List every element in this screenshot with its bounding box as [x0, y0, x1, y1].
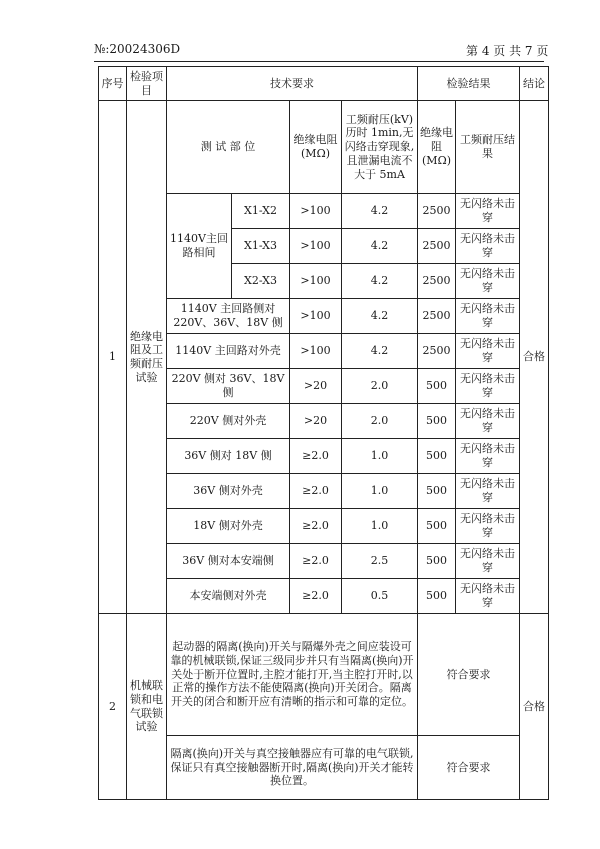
document-number: №:20024306D [94, 42, 181, 56]
row-withstand: 2.0 [342, 404, 418, 439]
table-row [99, 614, 549, 736]
section2-result-1: 符合要求 [418, 614, 520, 736]
col-header-result: 检验结果 [418, 67, 520, 101]
header-divider [94, 61, 544, 62]
row-withstand: 1.0 [342, 474, 418, 509]
row-insulation: ≥2.0 [290, 509, 342, 544]
row-withstand: 1.0 [342, 439, 418, 474]
row-withstand: 4.2 [342, 299, 418, 334]
section1-conclusion: 合格 [520, 101, 549, 614]
row-part: 1140V 主回路侧对220V、36V、18V 侧 [167, 299, 290, 334]
row-withstand: 4.2 [342, 229, 418, 264]
table-row [99, 299, 549, 334]
row-result: 无闪络未击穿 [456, 579, 520, 614]
row-withstand: 1.0 [342, 509, 418, 544]
row-withstand: 2.5 [342, 544, 418, 579]
row-result-insulation: 500 [418, 474, 456, 509]
table-header-row [99, 67, 549, 101]
row-withstand: 0.5 [342, 579, 418, 614]
row-sub-part: X1-X3 [232, 229, 290, 264]
row-result: 无闪络未击穿 [456, 404, 520, 439]
row-group-label: 1140V主回路相间 [167, 194, 232, 299]
row-result-insulation: 500 [418, 369, 456, 404]
section2-result-2: 符合要求 [418, 736, 520, 800]
row-sub-part: X2-X3 [232, 264, 290, 299]
row-result-insulation: 2500 [418, 264, 456, 299]
row-part: 本安端侧对外壳 [167, 579, 290, 614]
row-insulation: ≥2.0 [290, 579, 342, 614]
subheader-result-withstand: 工频耐压结 果 [456, 101, 520, 194]
row-sub-part: X1-X2 [232, 194, 290, 229]
inspection-table [98, 66, 549, 800]
row-result: 无闪络未击穿 [456, 369, 520, 404]
table-row [99, 369, 549, 404]
row-result-insulation: 500 [418, 404, 456, 439]
row-insulation: >20 [290, 369, 342, 404]
row-part: 1140V 主回路对外壳 [167, 334, 290, 369]
row-result: 无闪络未击穿 [456, 544, 520, 579]
page-info: 第 4 页 共 7 页 [466, 44, 549, 58]
row-withstand: 4.2 [342, 334, 418, 369]
row-insulation: >100 [290, 264, 342, 299]
row-result-insulation: 2500 [418, 194, 456, 229]
table-row [99, 579, 549, 614]
table-row [99, 509, 549, 544]
row-result: 无闪络未击穿 [456, 334, 520, 369]
row-insulation: >100 [290, 194, 342, 229]
table-subheader-row [99, 101, 549, 194]
table-row [99, 474, 549, 509]
row-insulation: >100 [290, 299, 342, 334]
row-result: 无闪络未击穿 [456, 194, 520, 229]
row-result-insulation: 500 [418, 544, 456, 579]
row-result-insulation: 2500 [418, 299, 456, 334]
row-insulation: >100 [290, 229, 342, 264]
col-header-conclusion: 结论 [520, 67, 549, 101]
section2-item: 机械联锁和电气联锁试验 [127, 614, 167, 800]
row-part: 36V 侧对外壳 [167, 474, 290, 509]
col-header-requirement: 技术要求 [167, 67, 418, 101]
row-result: 无闪络未击穿 [456, 509, 520, 544]
row-result: 无闪络未击穿 [456, 439, 520, 474]
row-insulation: ≥2.0 [290, 544, 342, 579]
row-part: 220V 侧对 36V、18V 侧 [167, 369, 290, 404]
row-result-insulation: 500 [418, 509, 456, 544]
row-result: 无闪络未击穿 [456, 474, 520, 509]
row-result-insulation: 2500 [418, 334, 456, 369]
subheader-insulation: 绝缘电阻(MΩ) [290, 101, 342, 194]
table-row [99, 544, 549, 579]
table-row [99, 439, 549, 474]
section2-requirement-1: 起动器的隔离(换向)开关与隔爆外壳之间应装设可靠的机械联锁,保证三级同步并只有当隔离(换向)开关处于断开位置时,主腔才能打开,当主腔打开时,以正常的操作方法不能使隔离(换向)开关闭合。隔离开关的闭合和断开应有清晰的指示和可靠的定位。 [167, 614, 418, 736]
subheader-part: 测 试 部 位 [167, 101, 290, 194]
table-row [99, 736, 549, 800]
col-header-no: 序号 [99, 67, 127, 101]
section2-number: 2 [99, 614, 127, 800]
row-insulation: ≥2.0 [290, 474, 342, 509]
row-insulation: >100 [290, 334, 342, 369]
row-result-insulation: 2500 [418, 229, 456, 264]
row-part: 220V 侧对外壳 [167, 404, 290, 439]
section1-number: 1 [99, 101, 127, 614]
row-withstand: 2.0 [342, 369, 418, 404]
row-result: 无闪络未击穿 [456, 229, 520, 264]
row-withstand: 4.2 [342, 194, 418, 229]
row-result: 无闪络未击穿 [456, 299, 520, 334]
table-row [99, 404, 549, 439]
row-insulation: ≥2.0 [290, 439, 342, 474]
table-row [99, 334, 549, 369]
row-insulation: >20 [290, 404, 342, 439]
row-result-insulation: 500 [418, 579, 456, 614]
section2-conclusion: 合格 [520, 614, 549, 800]
section2-requirement-2: 隔离(换向)开关与真空接触器应有可靠的电气联锁,保证只有真空接触器断开时,隔离(换向)开关才能转换位置。 [167, 736, 418, 800]
section1-item: 绝缘电阻及工频耐压试验 [127, 101, 167, 614]
subheader-withstand: 工频耐压(kV)历时 1min,无闪络击穿现象,且泄漏电流不大于 5mA [342, 101, 418, 194]
col-header-item: 检验项目 [127, 67, 167, 101]
row-part: 18V 侧对外壳 [167, 509, 290, 544]
row-withstand: 4.2 [342, 264, 418, 299]
subheader-result-insulation: 绝缘电阻(MΩ) [418, 101, 456, 194]
row-result-insulation: 500 [418, 439, 456, 474]
row-result: 无闪络未击穿 [456, 264, 520, 299]
row-part: 36V 侧对 18V 侧 [167, 439, 290, 474]
row-part: 36V 侧对本安端侧 [167, 544, 290, 579]
table-row [99, 194, 549, 229]
